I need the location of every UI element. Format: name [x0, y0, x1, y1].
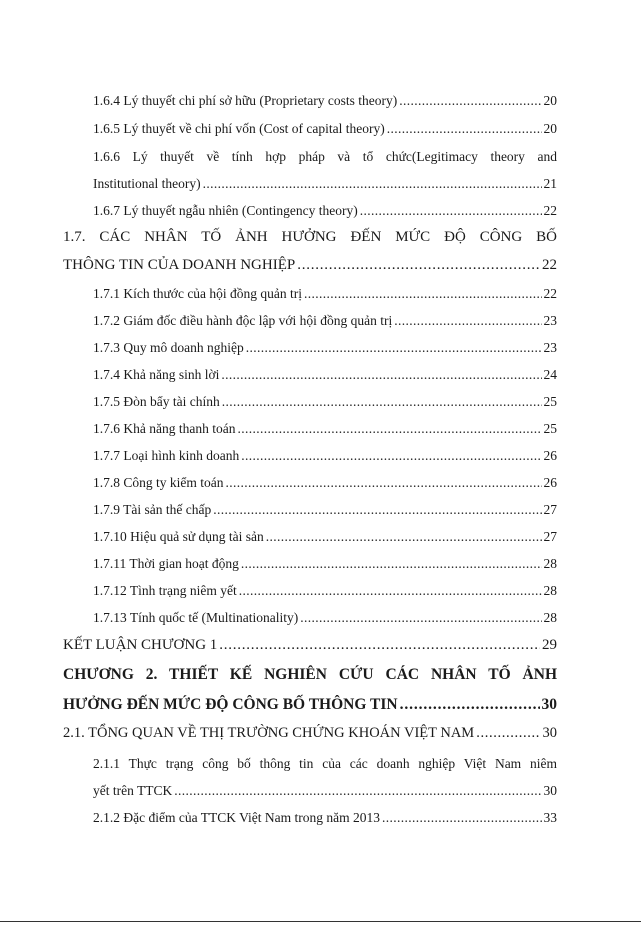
toc-entry-title-cont: Institutional theory)	[93, 176, 201, 191]
toc-entry-1-7-line2[interactable]	[63, 257, 557, 274]
toc-entry-page: 24	[543, 367, 557, 382]
toc-entry-2-1-2[interactable]	[93, 810, 557, 826]
toc-entry-title: 2.1. TỔNG QUAN VỀ THỊ TRƯỜNG CHỨNG KHOÁN VIỆT NAM	[63, 725, 475, 741]
toc-entry-page: 33	[543, 810, 557, 825]
toc-entry-page: 26	[543, 448, 557, 463]
page-bottom-divider	[0, 921, 641, 922]
toc-entry-title: 1.6.4 Lý thuyết chi phí sở hữu (Proprietary costs theory)	[93, 93, 398, 108]
toc-leader-dots	[237, 421, 541, 437]
toc-leader-dots	[213, 502, 541, 518]
toc-entry-title-cont: THÔNG TIN CỦA DOANH NGHIỆP	[63, 257, 296, 273]
toc-entry-2-1[interactable]	[63, 725, 557, 742]
toc-leader-dots	[203, 176, 542, 192]
toc-entry-1-6-6-line1[interactable]	[93, 149, 557, 165]
toc-entry-title: 1.6.6 Lý thuyết về tính hợp pháp và tổ chức(Legitimacy theory and	[93, 149, 557, 164]
toc-entry-title: 1.7.1 Kích thước của hội đồng quản trị	[93, 286, 303, 301]
toc-entry-1-7-line1[interactable]	[63, 229, 557, 246]
toc-entry-1-7-9[interactable]	[93, 502, 557, 518]
toc-leader-dots	[266, 529, 542, 545]
toc-entry-title: 1.7. CÁC NHÂN TỐ ẢNH HƯỞNG ĐẾN MỨC ĐỘ CÔNG BỐ	[63, 229, 557, 245]
toc-entry-page: 27	[543, 502, 557, 517]
toc-entry-1-7-1[interactable]	[93, 286, 557, 302]
toc-leader-dots	[387, 121, 542, 137]
toc-entry-page: 30	[541, 696, 557, 713]
toc-entry-page: 21	[543, 176, 557, 191]
toc-entry-title-cont: yết trên TTCK	[93, 783, 173, 798]
toc-entry-title: 2.1.2 Đặc điểm của TTCK Việt Nam trong năm 2013	[93, 810, 381, 825]
toc-entry-page: 22	[543, 286, 557, 301]
toc-entry-page: 22	[542, 257, 557, 273]
toc-entry-page: 27	[543, 529, 557, 544]
toc-leader-dots	[476, 725, 540, 742]
toc-entry-1-7-11[interactable]	[93, 556, 557, 572]
toc-entry-page: 23	[543, 340, 557, 355]
toc-leader-dots	[241, 448, 541, 464]
toc-entry-1-6-6-line2[interactable]	[93, 176, 557, 192]
toc-leader-dots	[300, 610, 541, 626]
toc-entry-1-7-12[interactable]	[93, 583, 557, 599]
toc-entry-2-1-1-line1[interactable]	[93, 756, 557, 772]
toc-entry-title: 2.1.1 Thực trạng công bố thông tin của các doanh nghiệp Việt Nam niêm	[93, 756, 557, 771]
toc-entry-1-7-6[interactable]	[93, 421, 557, 437]
toc-entry-1-6-7[interactable]	[93, 203, 557, 219]
toc-leader-dots	[226, 475, 542, 491]
toc-leader-dots	[382, 810, 541, 826]
toc-entry-title: 1.7.4 Khả năng sinh lời	[93, 367, 220, 382]
toc-entry-title: 1.7.9 Tài sản thế chấp	[93, 502, 212, 517]
toc-entry-page: 22	[543, 203, 557, 218]
toc-entry-title: 1.6.7 Lý thuyết ngẫu nhiên (Contingency theory)	[93, 203, 358, 218]
toc-entry-title: KẾT LUẬN CHƯƠNG 1	[63, 637, 218, 653]
toc-leader-dots	[241, 556, 542, 572]
toc-entry-chuong-2-line1[interactable]	[63, 666, 557, 684]
toc-entry-page: 30	[543, 783, 557, 798]
toc-leader-dots	[399, 93, 541, 109]
toc-entry-title: 1.7.12 Tình trạng niêm yết	[93, 583, 237, 598]
toc-entry-1-7-3[interactable]	[93, 340, 557, 356]
toc-leader-dots	[297, 257, 540, 274]
toc-entry-page: 26	[543, 475, 557, 490]
toc-entry-1-7-5[interactable]	[93, 394, 557, 410]
toc-leader-dots	[400, 696, 540, 714]
toc-entry-title: 1.7.5 Đòn bẩy tài chính	[93, 394, 220, 409]
toc-entry-page: 29	[542, 637, 557, 653]
toc-entry-page: 28	[543, 583, 557, 598]
toc-entry-title: 1.7.6 Khả năng thanh toán	[93, 421, 236, 436]
toc-entry-1-7-8[interactable]	[93, 475, 557, 491]
toc-entry-title: 1.7.13 Tính quốc tế (Multinationality)	[93, 610, 299, 625]
toc-entry-page: 23	[543, 313, 557, 328]
toc-entry-1-7-7[interactable]	[93, 448, 557, 464]
toc-entry-page: 28	[543, 610, 557, 625]
toc-entry-1-7-13[interactable]	[93, 610, 557, 626]
toc-entry-title: 1.6.5 Lý thuyết về chi phí vốn (Cost of capital theory)	[93, 121, 385, 136]
toc-entry-title: 1.7.11 Thời gian hoạt động	[93, 556, 239, 571]
toc-leader-dots	[394, 313, 541, 329]
toc-entry-page: 20	[543, 121, 557, 136]
toc-leader-dots	[360, 203, 542, 219]
toc-leader-dots	[219, 637, 540, 654]
toc-entry-title: 1.7.3 Quy mô doanh nghiệp	[93, 340, 244, 355]
toc-entry-1-6-5[interactable]	[93, 121, 557, 137]
toc-entry-2-1-1-line2[interactable]	[93, 783, 557, 799]
toc-entry-1-7-4[interactable]	[93, 367, 557, 383]
toc-entry-title: CHƯƠNG 2. THIẾT KẾ NGHIÊN CỨU CÁC NHÂN TỐ ẢNH	[63, 666, 557, 683]
toc-entry-1-7-10[interactable]	[93, 529, 557, 545]
toc-entry-title: 1.7.10 Hiệu quả sử dụng tài sản	[93, 529, 264, 544]
toc-entry-title: 1.7.7 Loại hình kinh doanh	[93, 448, 240, 463]
toc-leader-dots	[222, 394, 542, 410]
toc-entry-1-7-2[interactable]	[93, 313, 557, 329]
toc-entry-page: 30	[542, 725, 557, 741]
toc-leader-dots	[221, 367, 541, 383]
toc-entry-title-cont: HƯỞNG ĐẾN MỨC ĐỘ CÔNG BỐ THÔNG TIN	[63, 696, 398, 713]
toc-entry-page: 25	[543, 421, 557, 436]
toc-entry-ket-luan-chuong-1[interactable]	[63, 637, 557, 654]
toc-entry-title: 1.7.8 Công ty kiểm toán	[93, 475, 224, 490]
toc-entry-chuong-2-line2[interactable]	[63, 696, 557, 714]
toc-leader-dots	[239, 583, 542, 599]
toc-entry-1-6-4[interactable]	[93, 93, 557, 109]
toc-leader-dots	[304, 286, 541, 302]
toc-entry-page: 25	[543, 394, 557, 409]
toc-entry-title: 1.7.2 Giám đốc điều hành độc lập với hội đồng quản trị	[93, 313, 393, 328]
toc-leader-dots	[174, 783, 541, 799]
toc-entry-page: 28	[543, 556, 557, 571]
toc-entry-page: 20	[543, 93, 557, 108]
toc-leader-dots	[246, 340, 542, 356]
